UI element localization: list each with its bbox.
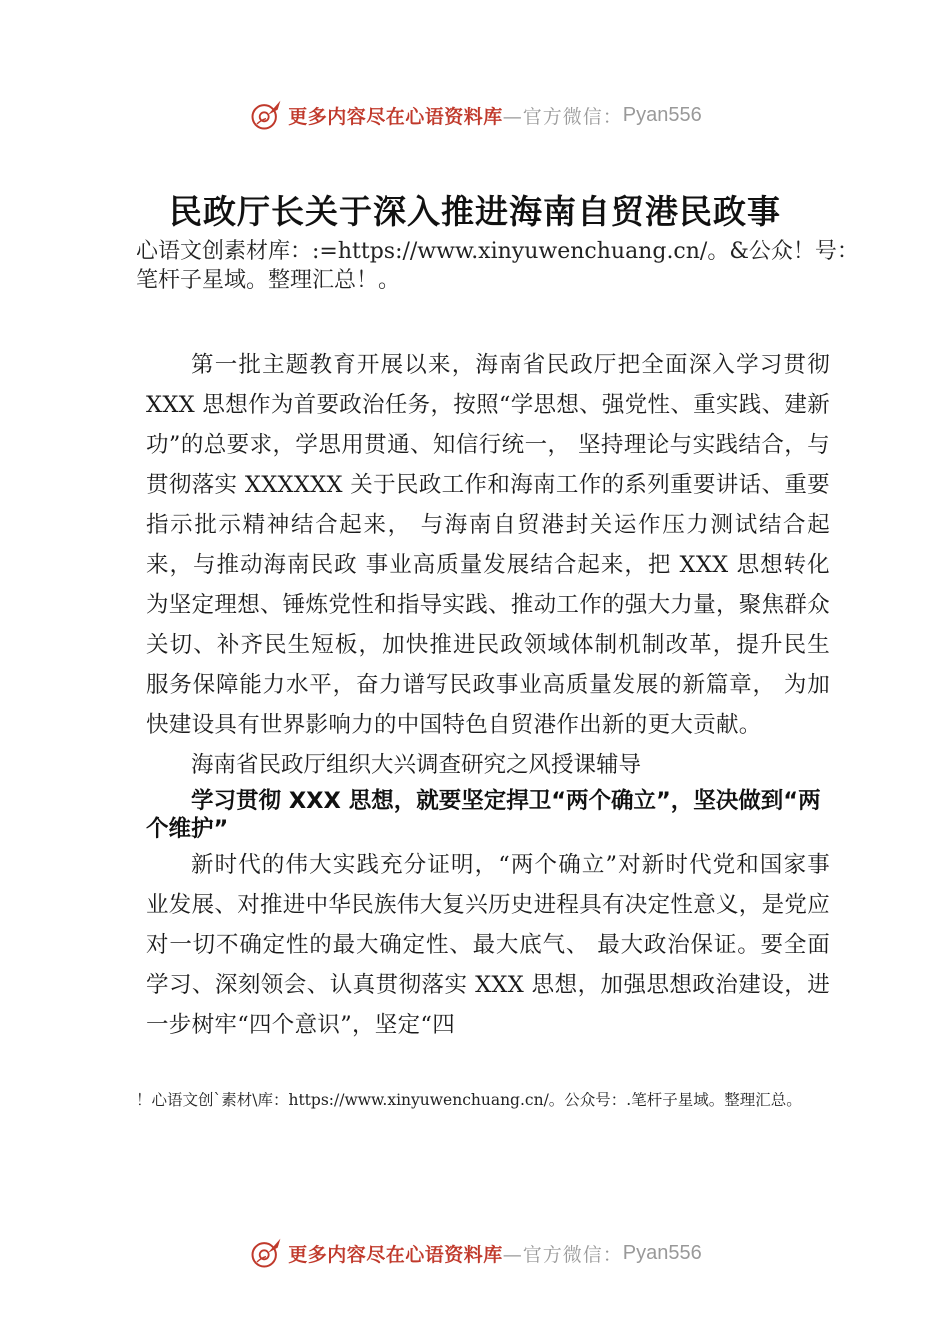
banner-wechat-id: Pyan556: [622, 103, 702, 126]
banner-main-text: 更多内容尽在心语资料库: [288, 1243, 503, 1266]
subtitle-line: 海南省民政厅组织大兴调查研究之风授课辅导: [191, 752, 642, 778]
body-paragraph-1: 第一批主题教育开展以来，海南省民政厅把全面深入学习贯彻 XXX 思想作为首要政治任务，按照“学思想、强党性、重实践、建新功”的总要求，学思用贯通、知信行统一， 坚持理论与实践结合，与贯彻落实 XXXXXX 关于民政工作和海南工作的系列重要讲话、重要指示批示精神结合起来， 与海南自贸港封关运作压力测试结合起来，与推动海南民政 事业高质量发展结合起来，把 XXX 思想转化为坚定理想、锤炼党性和指导实践、推动工作的强大力量，聚焦群众关切、补齐民生短板，加快推进民政领域体制机制改革，提升民生 服务保障能力水平，奋力谱写民政事业高质量发展的新篇章， 为加快建设具有世界影响力的中国特色自贸港作出新的更大贡献。: [146, 352, 831, 738]
header-watermark-banner: [0, 95, 950, 135]
footer-watermark-banner: [0, 1233, 950, 1273]
section-heading-1: 学习贯彻 XXX 思想，就要坚定捍卫“两个确立”，坚决做到“两个维护”: [146, 788, 821, 842]
source-note: 心语文创素材库：:=https://www.xinyuwenchuang.cn/。&公众！号：笔杆子星域。整理汇总！。: [136, 239, 859, 293]
banner-main-text: 更多内容尽在心语资料库: [288, 105, 503, 128]
banner-wechat-id: Pyan556: [622, 1241, 702, 1264]
document-body: [146, 345, 830, 1045]
page-footnote: ！心语文创`素材\库：https://www.xinyuwenchuang.cn/。公众号：.笔杆子星域。整理汇总。: [136, 1091, 802, 1109]
quill-logo-icon: [248, 1235, 284, 1271]
banner-sub-text: —官方微信：: [502, 105, 623, 128]
body-paragraph-2: 新时代的伟大实践充分证明，“两个确立”对新时代党和国家事业发展、对推进中华民族伟大复兴历史进程具有决定性意义，是党应对一切不确定性的最大确定性、最大底气、 最大政治保证。要全面学习、深刻领会、认真贯彻落实 XXX 思想，加强思想政治建设，进一步树牢“四个意识”，坚定“四: [146, 852, 831, 1038]
quill-logo-icon: [248, 97, 284, 133]
document-title: 民政厅长关于深入推进海南自贸港民政事: [169, 192, 781, 231]
banner-sub-text: —官方微信：: [502, 1243, 623, 1266]
